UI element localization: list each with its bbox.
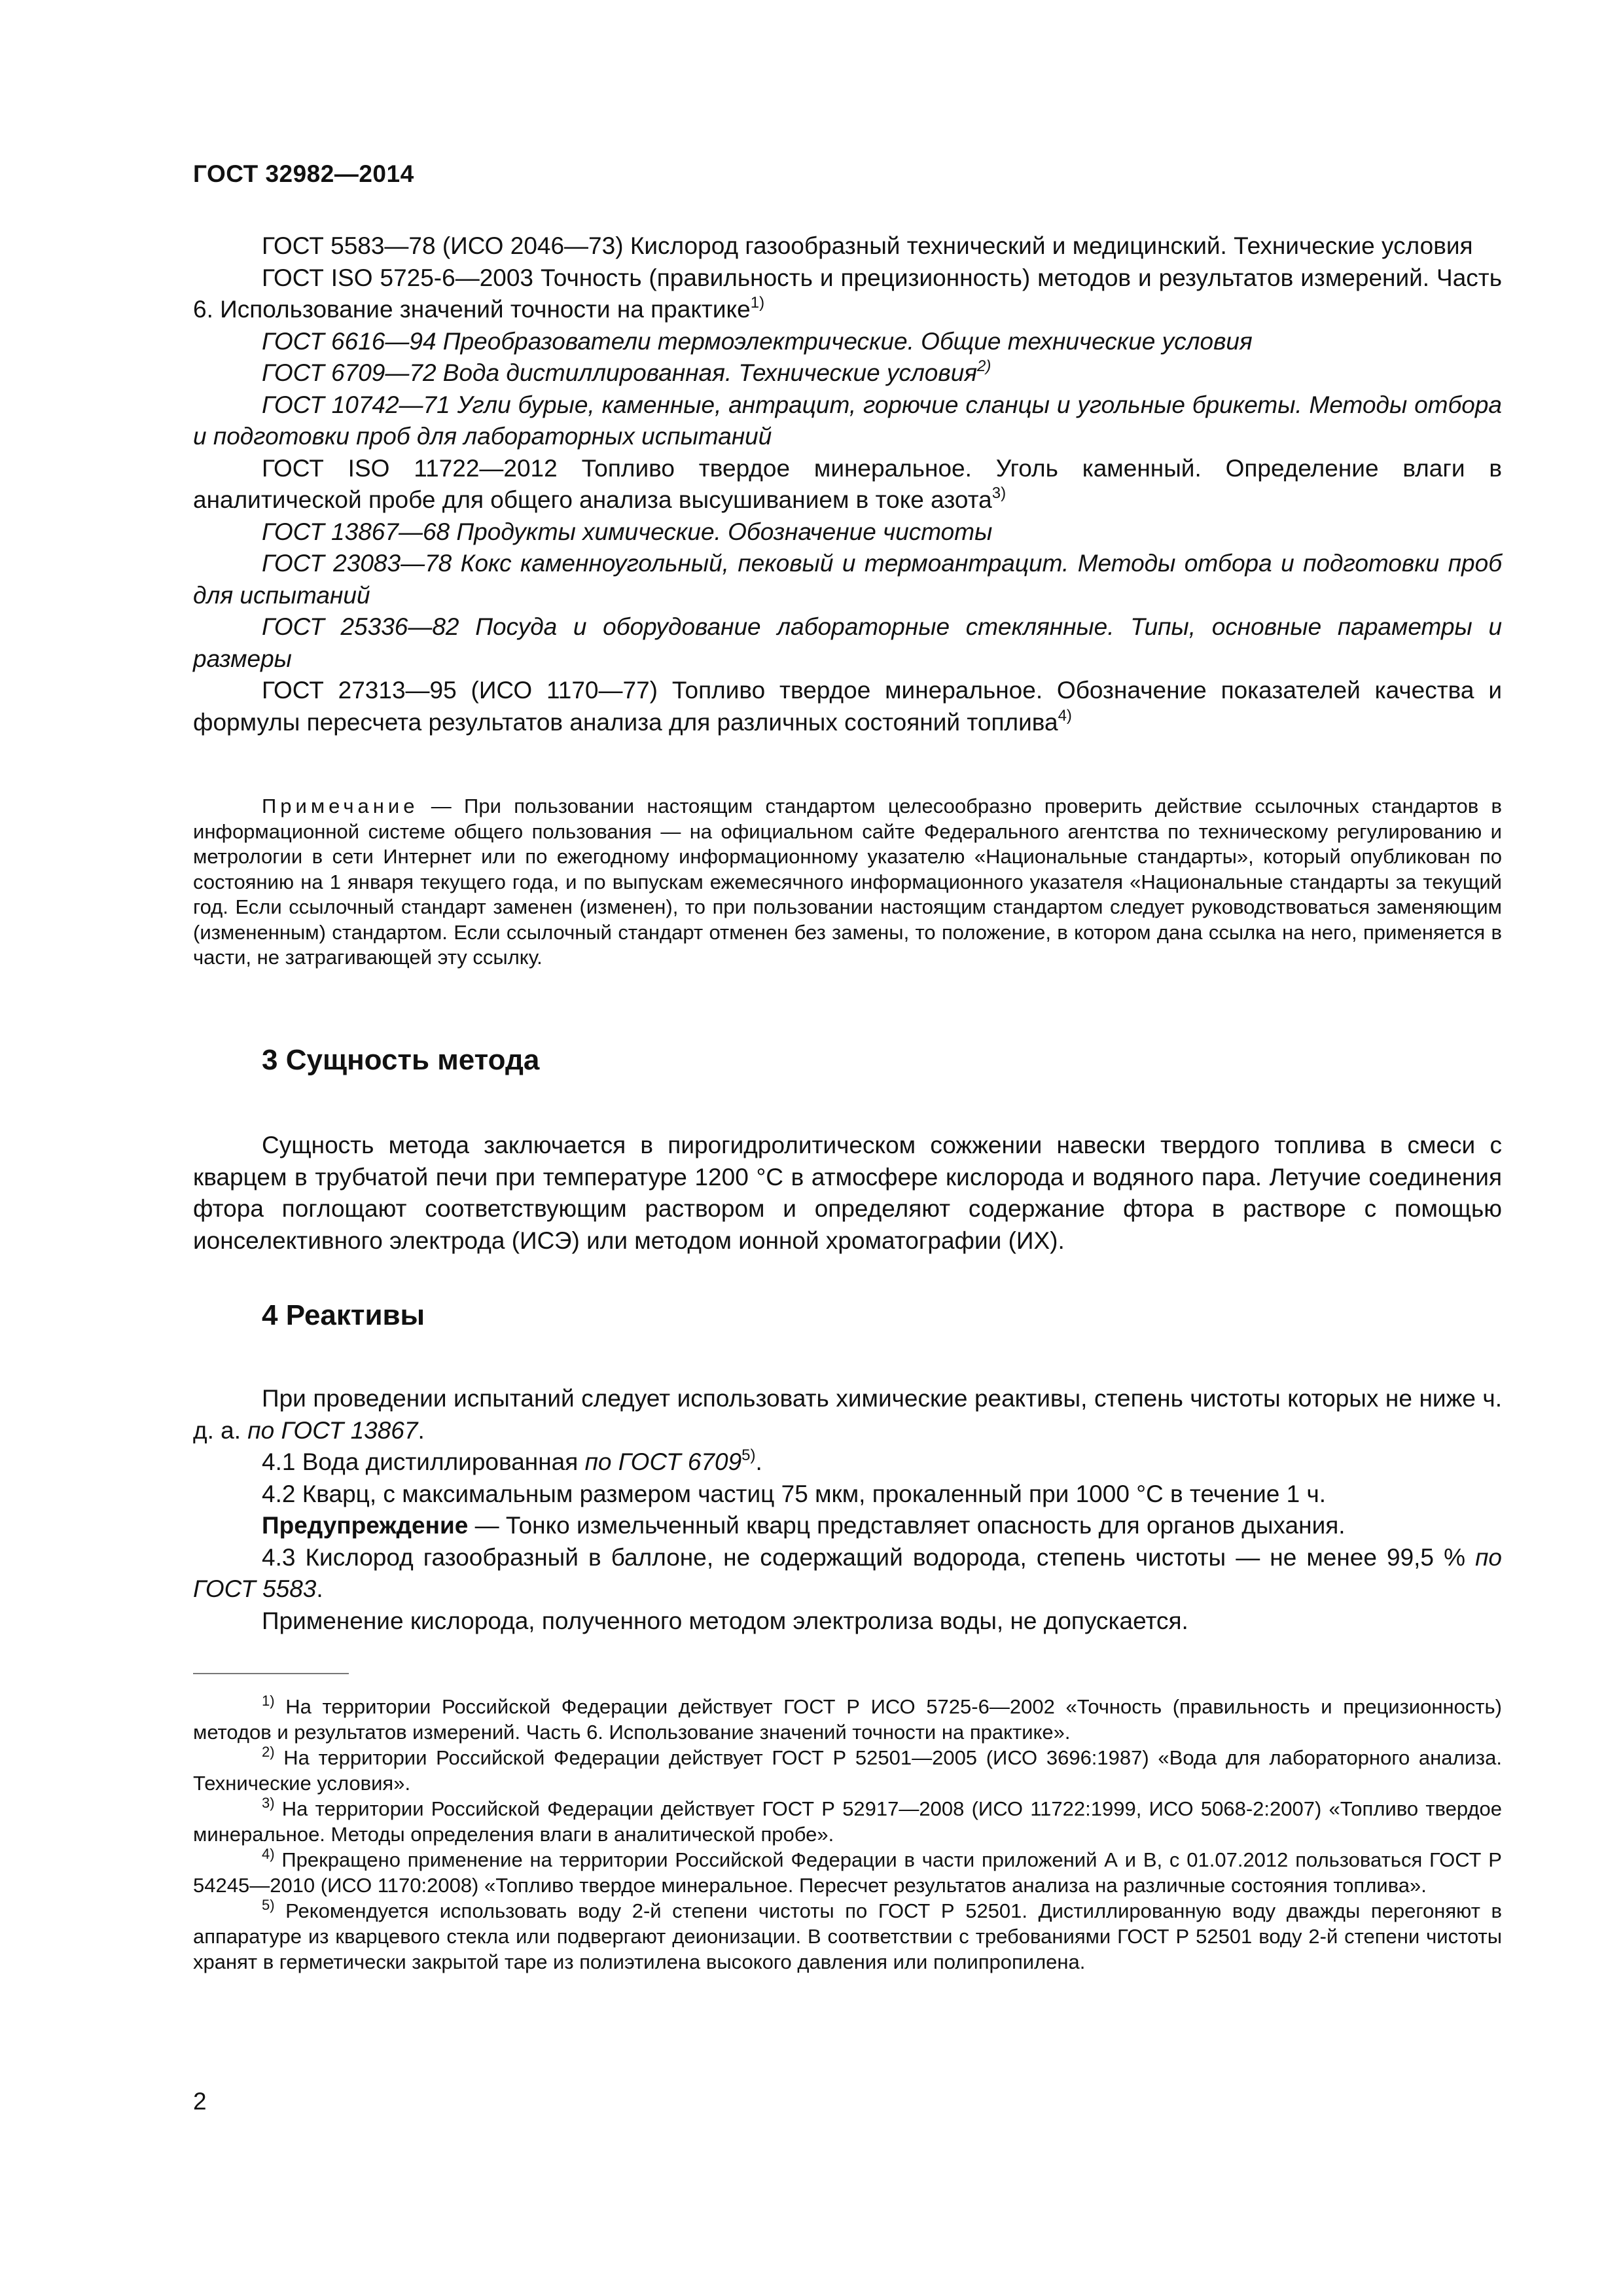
- intro-text: При проведении испытаний следует использовать химические реактивы, степень чистоты которых не ниже ч. д. а.: [193, 1385, 1502, 1444]
- reference-item: [193, 611, 1502, 675]
- footnote-ref: 1): [750, 294, 765, 312]
- footnote-ref: 3): [991, 484, 1007, 502]
- section-4-heading: 4 Реактивы: [262, 1299, 425, 1331]
- item-4-3-reference: по ГОСТ 5583: [193, 1543, 1503, 1602]
- note-label: Примечание: [262, 795, 419, 817]
- warning-label: Предупреждение: [262, 1512, 469, 1539]
- reference-code: ГОСТ 6709—72: [262, 359, 437, 386]
- footnote-ref: 5): [741, 1446, 756, 1464]
- reference-item: [193, 326, 1502, 358]
- reference-code: ГОСТ ISO 11722—2012: [262, 454, 558, 482]
- reference-code: ГОСТ 13867—68: [262, 518, 450, 545]
- footnote-mark: 1): [262, 1693, 275, 1709]
- reference-title: Угли бурые, каменные, антрацит, горючие сланцы и угольные брикеты. Методы отбора и подготовки проб для лабораторных испытаний: [193, 391, 1503, 450]
- footnote-ref: 4): [1058, 706, 1072, 725]
- footnote-text: Прекращено применение на территории Российской Федерации в части приложений А и В, с 01.07.2012 пользоваться ГОСТ Р 54245—2010 (ИСО 1170:2008) «Топливо твердое минеральное. Пересчет результатов анализа на различные состояния топлива».: [193, 1848, 1502, 1897]
- footnote: [193, 1745, 1502, 1796]
- warning-text: — Тонко измельченный кварц представляет опасность для органов дыхания.: [468, 1512, 1346, 1539]
- references-block: [193, 230, 1502, 738]
- footnote-text: На территории Российской Федерации действует ГОСТ Р 52501—2005 (ИСО 3696:1987) «Вода для лабораторного анализа. Технические условия».: [193, 1746, 1502, 1795]
- footnote: [193, 1796, 1502, 1847]
- reference-title: Топливо твердое минеральное. Уголь каменный. Определение влаги в аналитической пробе для общего анализа высушиванием в токе азота: [193, 454, 1502, 513]
- reference-code: ГОСТ 23083—78: [262, 550, 452, 577]
- item-4-1: 4.1 Вода дистиллированная по ГОСТ 6709$^{5)}$.: [262, 1446, 762, 1475]
- footnote-separator: [193, 1673, 349, 1674]
- footnote-text: Рекомендуется использовать воду 2-й степени чистоты по ГОСТ Р 52501. Дистиллированную воду дважды перегоняют в аппаратуре из кварцевого стекла или подвергают деионизации. В соответствии с требованиями ГОСТ Р 52501 воду 2-й степени чистоты хранят в герметически закрытой таре из полиэтилена высокого давления или полипропилена.: [193, 1899, 1502, 1973]
- reference-code: ГОСТ 27313—95 (ИСО 1170—77): [262, 677, 658, 704]
- reference-item: [193, 516, 1502, 548]
- note-block: [193, 794, 1502, 971]
- warning-paragraph: [193, 1510, 1502, 1542]
- item-4-1-text: 4.1 Вода дистиллированная: [262, 1448, 579, 1475]
- note-text: — При пользовании настоящим стандартом целесообразно проверить действие ссылочных стандартов в информационной системе общего пользования — на официальном сайте Федерального агентства по техническому регулированию и метрологии в сети Интернет или по ежегодному информационному указателю «Национальные стандарты», который опубликован по состоянию на 1 января текущего года, и по выпускам ежемесячного информационного указателя «Национальные стандарты за текущий год. Если ссылочный стандарт заменен (изменен), то при пользовании настоящим стандартом следует руководствоваться заменяющим (измененным) стандартом. Если ссылочный стандарт отменен без замены, то положение, в котором дана ссылка на него, применяется в части, не затрагивающей эту ссылку.: [193, 795, 1502, 969]
- reference-item: [193, 548, 1502, 611]
- reference-item: [193, 357, 1502, 389]
- item-4-2: 4.2 Кварц, с максимальным размером частиц 75 мкм, прокаленный при 1000 °C в течение 1 ч.: [262, 1480, 1327, 1507]
- reference-title: Кокс каменноугольный, пековый и термоантрацит. Методы отбора и подготовки проб для испытаний: [193, 550, 1503, 609]
- footnote-mark: 3): [262, 1795, 275, 1811]
- reference-item: [193, 230, 1502, 262]
- reference-title: Вода дистиллированная. Технические условия: [442, 359, 978, 386]
- reference-code: ГОСТ 6616—94: [262, 327, 437, 355]
- footnote-mark: 2): [262, 1744, 275, 1760]
- section-3-heading: 3 Сущность метода: [262, 1044, 540, 1076]
- section-4-body: [193, 1383, 1502, 1637]
- section-4-last: Применение кислорода, полученного методом электролиза воды, не допускается.: [262, 1607, 1188, 1634]
- footnote-ref: 2): [977, 357, 991, 375]
- footnote-mark: 4): [262, 1846, 275, 1862]
- reference-title: Точность (правильность и прецизионность) методов и результатов измерений. Часть 6. Использование значений точности на практике: [193, 264, 1503, 323]
- page-number: 2: [193, 2088, 207, 2115]
- footnote: [193, 1694, 1502, 1745]
- reference-code: ГОСТ ISO 5725-6—2003: [262, 264, 534, 291]
- reference-code: ГОСТ 5583—78 (ИСО 2046—73): [262, 232, 624, 259]
- section-3-paragraph: Сущность метода заключается в пирогидролитическом сожжении навески твердого топлива в смеси с кварцем в трубчатой печи при температуре 1200 °C в атмосфере кислорода и водяного пара. Летучие соединения фтора поглощают соответствующим раствором и определяют содержание фтора в растворе с помощью ионселективного электрода (ИСЭ) или методом ионной хроматографии (ИХ).: [193, 1132, 1502, 1254]
- item-4-1-reference: по ГОСТ 6709: [584, 1448, 742, 1475]
- reference-title: Топливо твердое минеральное. Обозначение показателей качества и формулы пересчета результатов анализа для различных состояний топлива: [193, 677, 1502, 736]
- footnote-text: На территории Российской Федерации действует ГОСТ Р 52917—2008 (ИСО 11722:1999, ИСО 5068-2:2007) «Топливо твердое минеральное. Методы определения влаги в аналитической пробе».: [193, 1797, 1502, 1846]
- footnote: [193, 1898, 1502, 1975]
- note-paragraph: [193, 794, 1502, 971]
- reference-title: Преобразователи термоэлектрические. Общие технические условия: [442, 327, 1253, 355]
- item-4-3: 4.3 Кислород газообразный в баллоне, не содержащий водорода, степень чистоты — не менее 99,5 % по ГОСТ 5583.: [193, 1543, 1503, 1602]
- intro-reference: по ГОСТ 13867: [247, 1416, 418, 1444]
- item-4-3-text: 4.3 Кислород газообразный в баллоне, не содержащий водорода, степень чистоты — не менее 99,5 %: [262, 1543, 1465, 1571]
- reference-item: [193, 262, 1502, 326]
- footnote-text: На территории Российской Федерации действует ГОСТ Р ИСО 5725-6—2002 «Точность (правильность и прецизионность) методов и результатов измерений. Часть 6. Использование значений точности на практике».: [193, 1695, 1502, 1744]
- footnote-mark: 5): [262, 1897, 275, 1913]
- document-header-code: ГОСТ 32982—2014: [193, 160, 414, 187]
- section-3-body: [193, 1130, 1502, 1257]
- reference-item: [193, 453, 1502, 516]
- footnote: [193, 1847, 1502, 1898]
- reference-title: Кислород газообразный технический и медицинский. Технические условия: [630, 232, 1473, 259]
- reference-item: [193, 675, 1502, 738]
- reference-title: Посуда и оборудование лабораторные стеклянные. Типы, основные параметры и размеры: [193, 613, 1503, 672]
- reference-title: Продукты химические. Обозначение чистоты: [456, 518, 993, 545]
- reference-code: ГОСТ 10742—71: [262, 391, 450, 418]
- reference-item: [193, 389, 1502, 453]
- section-4-intro: При проведении испытаний следует использовать химические реактивы, степень чистоты которых не ниже ч. д. а. по ГОСТ 13867.: [193, 1385, 1502, 1444]
- footnotes-block: [193, 1694, 1502, 1975]
- reference-code: ГОСТ 25336—82: [262, 613, 459, 640]
